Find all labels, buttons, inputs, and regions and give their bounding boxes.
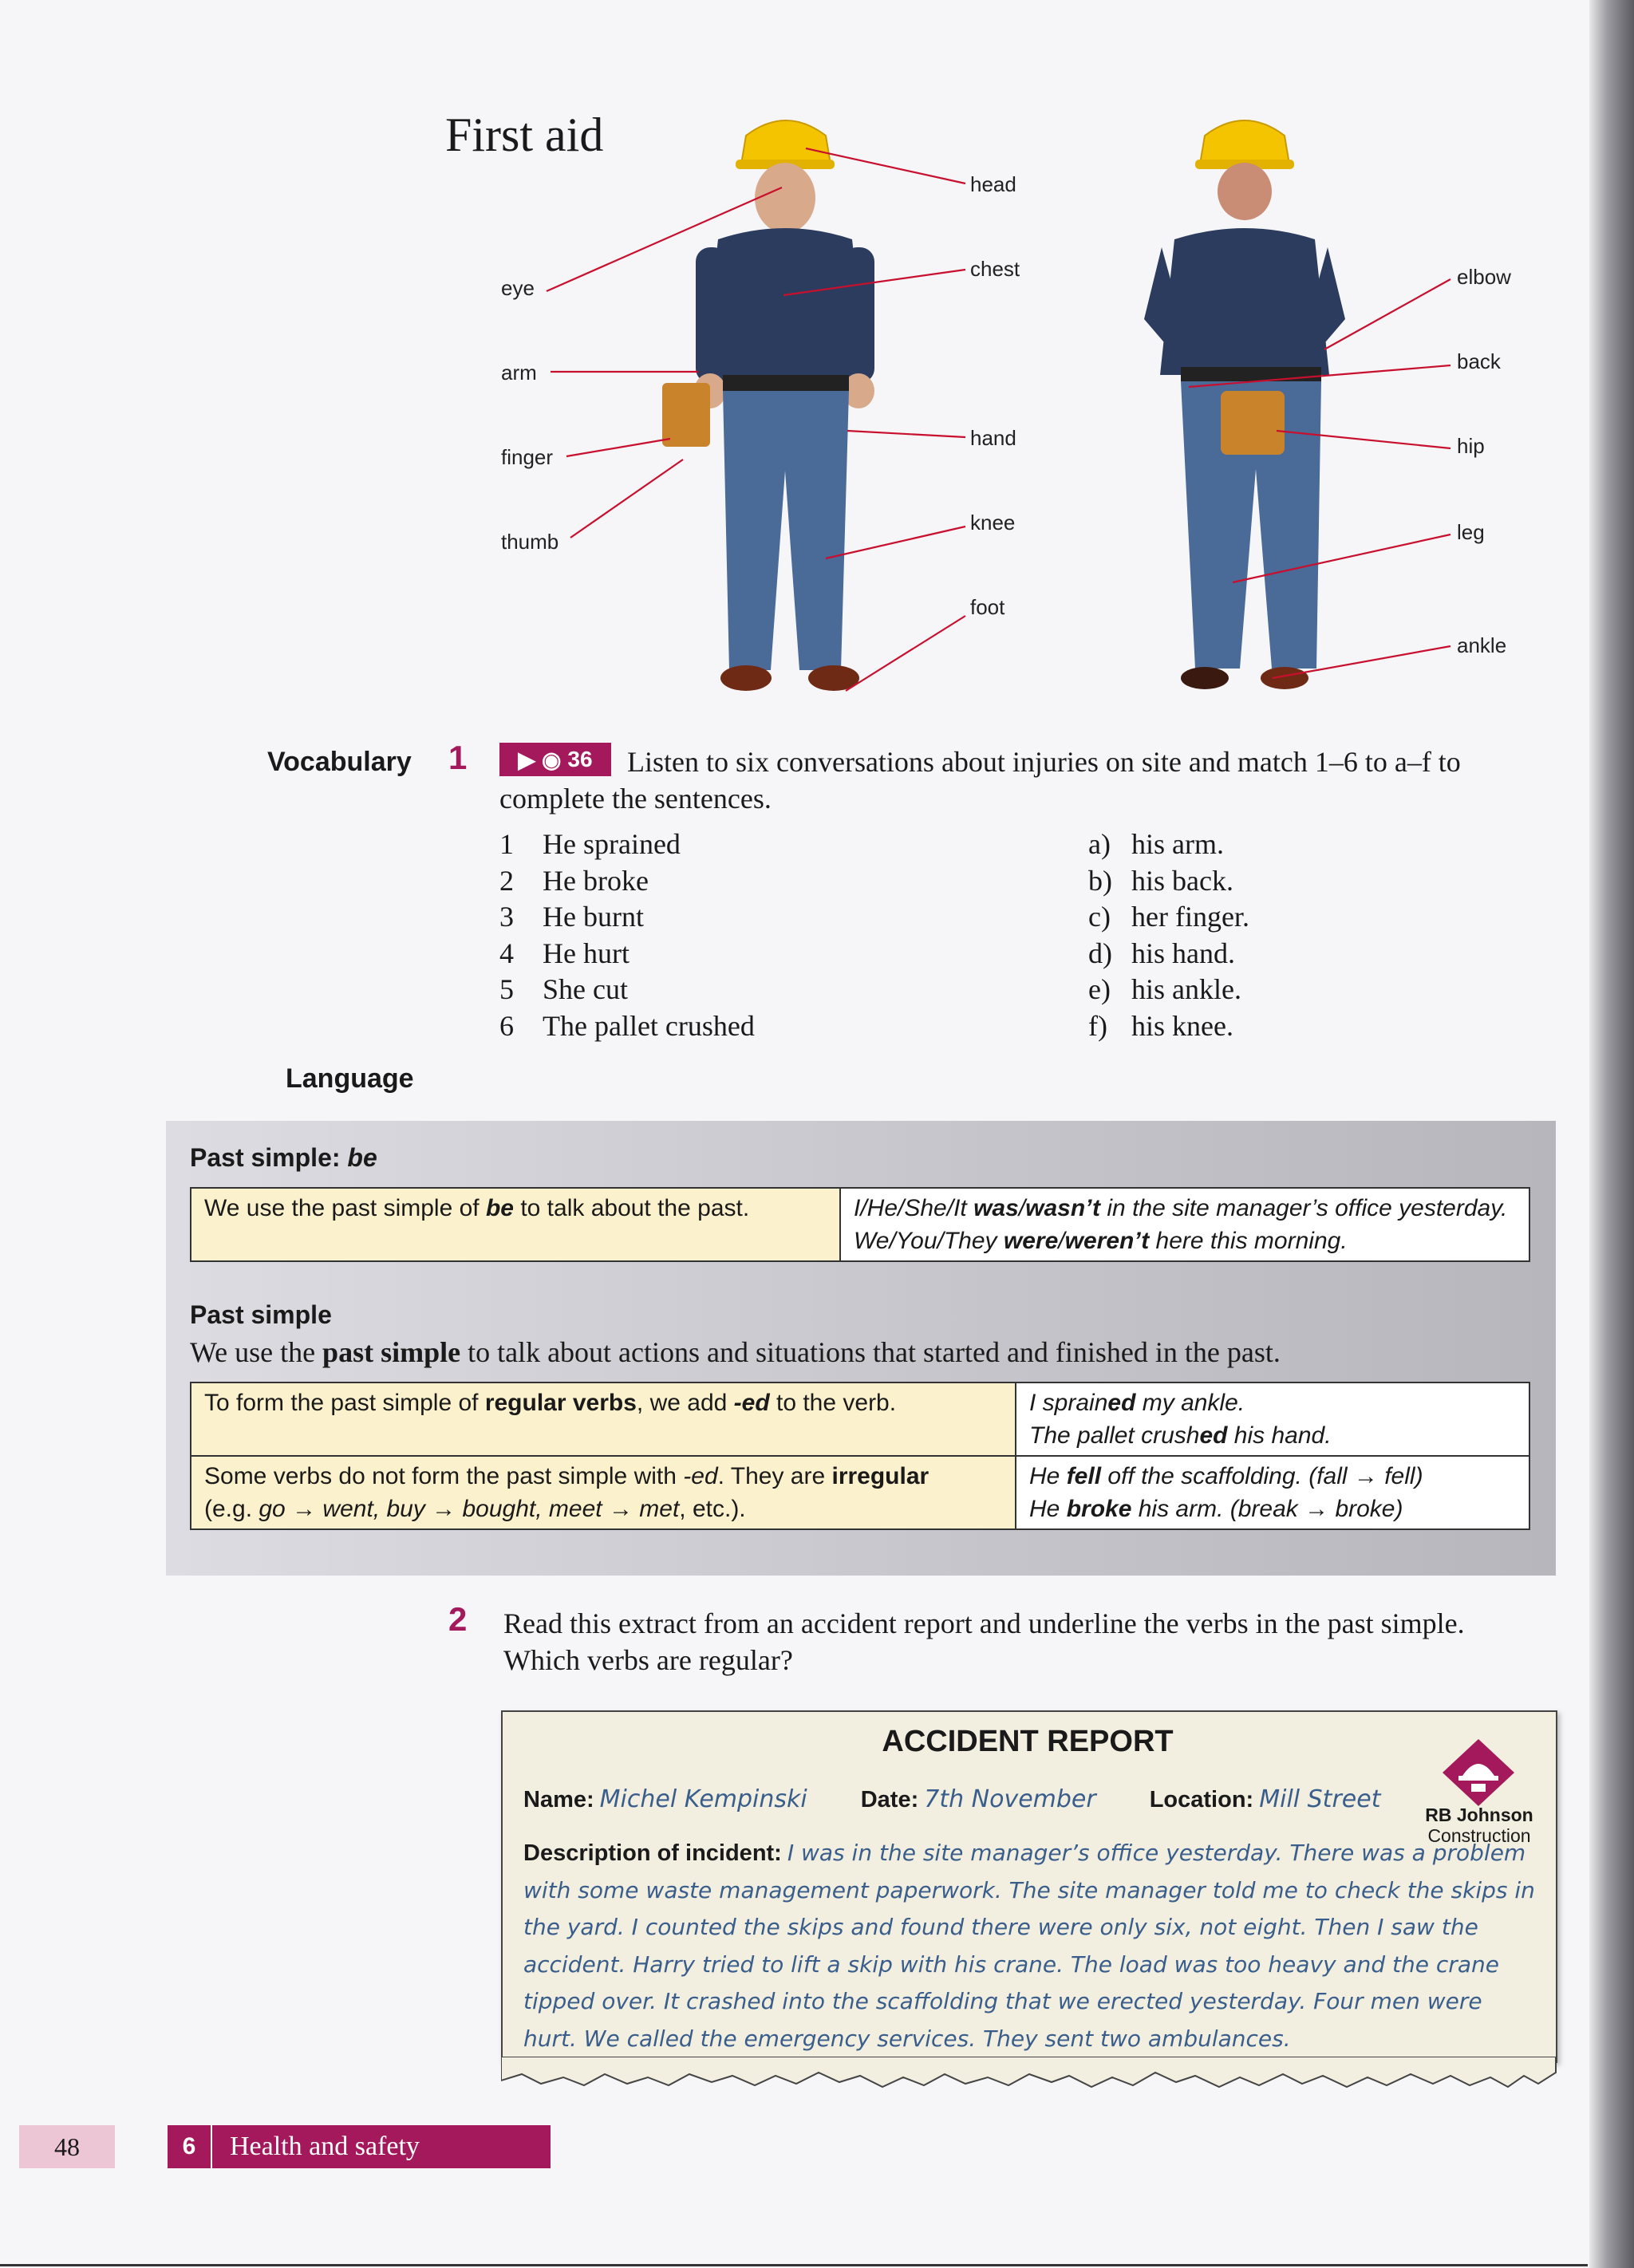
page-gutter-shadow — [1589, 0, 1634, 2268]
incident-description — [523, 1835, 1537, 2057]
label-leg: leg — [1457, 520, 1485, 544]
description-text: I was in the site manager’s office yesterday. There was a problem with some waste management paperwork. The site manager told me to check the skips in the yard. I counted the skips and found there were only six, not eight. Then I saw the accident. Harry tried to lift a skip with his crane. The load was too heavy and the crane tipped over. It crashed into the scaffolding that we erected yesterday. Four men were hurt. We called the emergency services. They sent two ambulances. — [523, 1840, 1535, 2052]
grammar-table-be — [190, 1187, 1530, 1262]
company-subtitle: Construction — [1427, 1825, 1531, 1846]
exercise-2-instruction: Read this extract from an accident report and underline the verbs in the past simple. Which verbs are regular? — [503, 1607, 1465, 1676]
exercise-2-number: 2 — [448, 1600, 468, 1638]
list-item: a) his arm. — [1088, 828, 1224, 860]
report-title: ACCIDENT REPORT — [882, 1725, 1174, 1758]
body-parts-illustration — [160, 112, 1532, 750]
pointer-foot — [846, 616, 965, 691]
list-item: e) his ankle. — [1088, 973, 1241, 1006]
list-item: 6 The pallet crushed — [499, 1009, 755, 1042]
torn-edge — [501, 2057, 1557, 2093]
pointer-knee — [826, 527, 965, 558]
label-foot: foot — [970, 595, 1005, 619]
list-item: 2 He broke — [499, 864, 649, 897]
vocabulary-heading: Vocabulary — [267, 747, 412, 777]
exercise-1-instruction: Listen to six conversations about injuries on site and match 1–6 to a–f to complete the sentences. — [499, 746, 1461, 815]
pointer-thumb — [570, 460, 683, 538]
label-eye: eye — [501, 276, 535, 300]
date-value: 7th November — [924, 1785, 1096, 1813]
grammar-example-cell: I sprained my ankle. The pallet crushed his hand. — [1016, 1382, 1529, 1456]
grammar-example-cell: I/He/She/It was/wasn’t in the site manager’s office yesterday. We/You/They were/weren’t here this morning. — [840, 1188, 1529, 1261]
list-item: b) his back. — [1088, 864, 1233, 897]
body-parts-figure — [160, 112, 1532, 750]
grammar-rule-cell: We use the past simple of be to talk about the past. — [191, 1188, 840, 1261]
table-row — [191, 1456, 1529, 1529]
list-item: 5 She cut — [499, 973, 628, 1006]
back-worker-photo — [1144, 120, 1345, 689]
grammar-example-cell: He fell off the scaffolding. (fall → fell) He broke his arm. (break → broke) — [1016, 1456, 1529, 1529]
front-worker-photo — [662, 120, 874, 691]
unit-title: Health and safety — [230, 2132, 420, 2161]
name-value: Michel Kempinski — [599, 1785, 807, 1813]
label-knee: knee — [970, 511, 1016, 534]
grammar-title-be: Past simple: be — [190, 1143, 377, 1172]
unit-footer-bar — [168, 2125, 551, 2168]
grammar-title-past-simple: Past simple — [190, 1300, 332, 1329]
unit-number: 6 — [168, 2125, 212, 2168]
company-name: RB Johnson — [1425, 1805, 1533, 1825]
location-label: Location: — [1149, 1787, 1254, 1812]
pointer-hand — [847, 431, 965, 437]
list-item: 3 He burnt — [499, 901, 644, 933]
grammar-rule-cell: To form the past simple of regular verbs, we add -ed to the verb. — [191, 1382, 1016, 1456]
cd-icon: ◉ — [541, 747, 562, 772]
report-fields — [523, 1785, 1428, 1813]
language-heading: Language — [286, 1063, 414, 1094]
list-item: d) his hand. — [1088, 937, 1235, 969]
label-ankle: ankle — [1457, 633, 1507, 657]
location-value: Mill Street — [1259, 1785, 1381, 1813]
label-finger: finger — [501, 445, 554, 469]
description-label: Description of incident: — [523, 1840, 782, 1866]
table-row — [191, 1188, 1529, 1261]
label-hip: hip — [1457, 434, 1485, 458]
name-label: Name: — [523, 1787, 594, 1812]
list-item: f) his knee. — [1088, 1009, 1233, 1042]
label-thumb: thumb — [501, 530, 559, 554]
list-item: 4 He hurt — [499, 937, 630, 969]
label-elbow: elbow — [1457, 265, 1511, 289]
track-number: 36 — [567, 747, 593, 771]
audio-track-button[interactable] — [499, 743, 611, 776]
bottom-rule — [0, 2264, 1588, 2266]
list-item: c) her finger. — [1088, 901, 1249, 933]
grammar-rule-cell: Some verbs do not form the past simple with -ed. They are irregular (e.g. go → went, buy → bought, meet → met, etc.). — [191, 1456, 1016, 1529]
grammar-intro: We use the past simple to talk about actions and situations that started and finished in the past. — [190, 1336, 1281, 1368]
list-item: 1 He sprained — [499, 828, 681, 860]
label-arm: arm — [501, 361, 537, 385]
table-row — [191, 1382, 1529, 1456]
date-label: Date: — [860, 1787, 919, 1812]
match-list-right — [1088, 826, 1407, 1045]
label-back: back — [1457, 349, 1501, 373]
page-title: First aid — [445, 108, 604, 161]
pointer-finger — [566, 439, 670, 456]
label-head: head — [970, 172, 1016, 196]
label-hand: hand — [970, 426, 1016, 450]
grammar-table-past-simple — [190, 1382, 1530, 1530]
page-number: 48 — [19, 2125, 115, 2168]
label-chest: chest — [970, 257, 1020, 281]
exercise-1-number: 1 — [448, 739, 468, 776]
play-icon: ▶ — [518, 747, 535, 772]
match-list-left — [499, 826, 994, 1045]
